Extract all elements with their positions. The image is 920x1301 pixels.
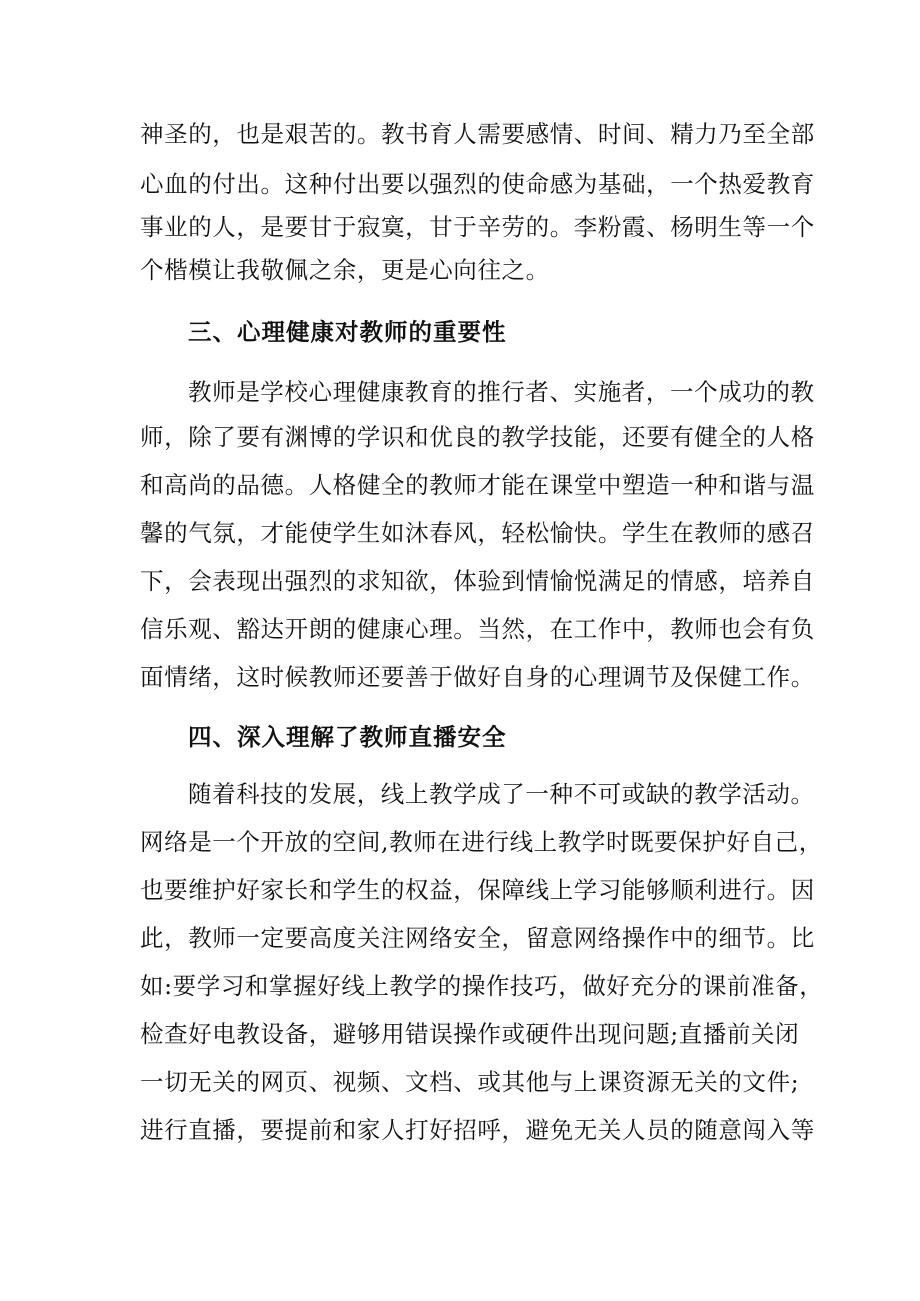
section-heading: 三、心理健康对教师的重要性 [188,318,507,346]
paragraph-line: 如:要学习和掌握好线上教学的操作技巧，做好充分的课前准备， [140,972,824,1000]
paragraph-line: 信乐观、豁达开朗的健康心理。当然，在工作中，教师也会有负 [140,615,815,643]
paragraph-line: 神圣的，也是艰苦的。教书育人需要感情、时间、精力乃至全部 [140,120,815,148]
paragraph-line: 进行直播，要提前和家人打好招呼，避免无关人员的随意闯入等 [140,1116,815,1144]
paragraph-line: 面情绪，这时候教师还要善于做好自身的心理调节及保健工作。 [140,663,815,691]
paragraph-line: 事业的人，是要甘于寂寞，甘于辛劳的。李粉霞、杨明生等一个 [140,213,815,241]
paragraph-line: 个楷模让我敬佩之余，更是心向往之。 [140,256,550,284]
paragraph-line: 和高尚的品德。人格健全的教师才能在课堂中塑造一种和谐与温 [140,471,815,499]
paragraph-line: 心血的付出。这种付出要以强烈的使命感为基础，一个热爱教育 [140,170,815,198]
paragraph-line: 网络是一个开放的空间,教师在进行线上教学时既要保护好自己， [140,828,823,856]
paragraph-line: 检查好电教设备，避够用错误操作或硬件出现问题;直播前关闭 [140,1020,800,1048]
paragraph-line: 馨的气氛，才能使学生如沐春风，轻松愉快。学生在教师的感召 [140,519,815,547]
paragraph-line: 师，除了要有渊博的学识和优良的教学技能，还要有健全的人格 [140,423,815,451]
paragraph-line: 此，教师一定要高度关注网络安全，留意网络操作中的细节。比 [140,924,815,952]
paragraph-line: 下，会表现出强烈的求知欲，体验到情愉悦满足的情感，培养自 [140,567,815,595]
paragraph-line: 教师是学校心理健康教育的推行者、实施者，一个成功的教 [188,378,815,406]
section-heading: 四、深入理解了教师直播安全 [188,723,507,751]
paragraph-line: 随着科技的发展，线上教学成了一种不可或缺的教学活动。 [188,780,815,808]
paragraph-line: 一切无关的网页、视频、文档、或其他与上课资源无关的文件; [140,1068,800,1096]
paragraph-line: 也要维护好家长和学生的权益，保障线上学习能够顺利进行。因 [140,876,815,904]
